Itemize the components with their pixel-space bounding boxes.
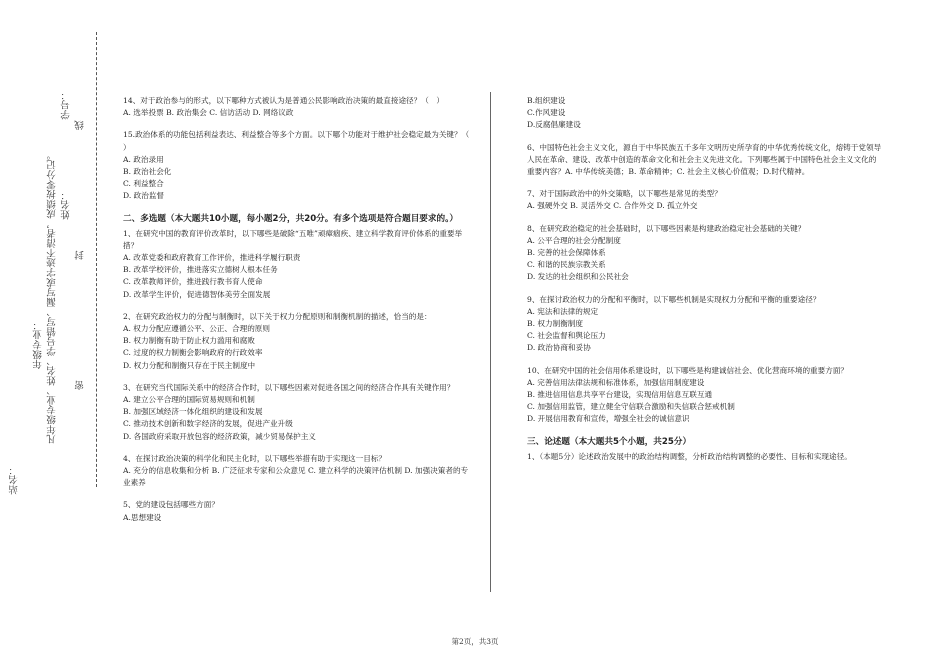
question-option: B. 权力制衡有助于防止权力滥用和腐败: [123, 336, 255, 346]
right-column: [527, 95, 882, 473]
multi-question-1: [123, 228, 473, 301]
question-option: B.组织建设: [527, 96, 566, 105]
question-option: A. 公平合理的社会分配制度: [527, 235, 621, 245]
section-3-title: 三、论述题（本大题共5个小题，共25分）: [527, 436, 692, 447]
question-15: [123, 129, 473, 202]
question-stem: 1、在研究中国的教育评价改革时，以下哪些是破除“五唯”顽瘴痼疾、建立科学教育评价体系的重要举措？: [123, 228, 463, 250]
question-option: A. 选举投票 B. 政治集会 C. 信访活动 D. 网络议政: [123, 108, 294, 118]
multi-question-9: [527, 294, 882, 355]
question-option: A. 政治录用: [123, 154, 164, 164]
multi-question-10: [527, 365, 882, 426]
seal-mi-mark: 密: [75, 380, 86, 390]
question-stem: 15.政治体系的功能包括利益表达、利益整合等多个方面。以下哪个功能对于维护社会稳定最为关键？（ ）: [123, 130, 470, 152]
question-stem: 4、在探讨政治决策的科学化和民主化时，以下哪些举措有助于实现这一目标？: [123, 453, 387, 463]
question-option: C. 和谐的民族宗教关系: [527, 260, 606, 270]
question-option: D. 政治协商和妥协: [527, 343, 591, 353]
question-stem: 3、在研究当代国际关系中的经济合作时，以下哪些因素对促进各国之间的经济合作具有关键作用？: [123, 382, 455, 392]
question-option: D. 改革学生评价，促进德智体美劳全面发展: [123, 289, 271, 299]
question-option: A. 强硬外交 B. 灵活外交 C. 合作外交 D. 孤立外交: [527, 201, 698, 211]
question-stem: 6、中国特色社会主义文化，源自于中华民族五千多年文明历史所孕育的中华优秀传统文化，熔铸于党领导人民在革命、建设、改革中创造的革命文化和社会主义先进文化。下列哪些属于中国特色社会主义文化的重要内容？A. 中华传统美德；B. 革命精神；C. 社会主义核心价值观；D.时代精神。: [527, 142, 882, 177]
multi-question-5: [123, 499, 473, 523]
question-option: A. 权力分配应遵循公平、公正、合理的原则: [123, 324, 270, 334]
question-option: B. 推进信用信息共享平台建设，实现信用信息互联互通: [527, 390, 713, 400]
question-option: B. 完善的社会保障体系: [527, 248, 606, 258]
question-option: D.反腐倡廉建设: [527, 120, 581, 130]
question-option: A. 完善信用法律法规和标准体系，加强信用制度建设: [527, 377, 705, 387]
question-option: C. 利益整合: [123, 179, 164, 189]
question-stem: 7、对于国际政治中的外交策略，以下哪些是常见的类型？: [527, 189, 722, 199]
question-option: B. 改革学校评价，推进落实立德树人根本任务: [123, 265, 278, 275]
question-option: A. 建立公平合理的国际贸易规则和机制: [123, 395, 255, 405]
seal-feng-mark: 封: [75, 250, 86, 260]
question-option: B. 权力制衡制度: [527, 319, 583, 329]
question-option: A.思想建设: [123, 512, 162, 522]
grade-label: 年级专业：: [33, 320, 44, 369]
question-option: D. 政治监督: [123, 191, 165, 201]
question-stem: 9、在探讨政治权力的分配和平衡时，以下哪些机制是实现权力分配和平衡的重要途径？: [527, 294, 821, 304]
question-option: D. 权力分配和制衡只存在于民主制度中: [123, 360, 256, 370]
multi-question-5-continued: [527, 95, 882, 132]
multi-question-6: [527, 142, 882, 179]
question-stem: 5、党的建设包括哪些方面？: [123, 500, 219, 510]
question-option: C. 推动技术创新和数字经济的发展，促进产业升级: [123, 419, 293, 429]
question-option: C. 过度的权力制衡会影响政府的行政效率: [123, 348, 263, 358]
multi-question-8: [527, 223, 882, 284]
name-label: 姓名：: [61, 190, 72, 220]
question-option: A. 改革党委和政府教育工作评价，推进科学履行职责: [123, 253, 301, 263]
binding-dash-line: [96, 32, 97, 487]
question-option: A. 宪法和法律的规定: [527, 306, 599, 316]
question-option: C. 加强信用监管，建立健全守信联合激励和失信联合惩戒机制: [527, 402, 735, 412]
seal-xian-mark: 线: [75, 120, 86, 130]
school-label: 站名：: [9, 465, 20, 495]
question-option: B. 政治社会化: [123, 167, 172, 177]
question-option: C. 改革教师评价，推进践行教书育人使命: [123, 277, 263, 287]
question-option: D. 各国政府采取开放包容的经济政策，减少贸易保护主义: [123, 431, 316, 441]
question-14: [123, 95, 473, 119]
left-column: [123, 95, 473, 534]
question-option: C. 社会监督和舆论压力: [527, 331, 606, 341]
section-2-title: 二、多选题（本大题共10小题，每小题2分，共20分。有多个选项是符合题目要求的。）: [123, 213, 458, 224]
multi-question-4: [123, 453, 473, 490]
multi-question-2: [123, 311, 473, 372]
column-divider: [490, 92, 491, 592]
question-stem: 10、在研究中国的社会信用体系建设时，以下哪些是构建诚信社会、优化营商环境的重要方面？: [527, 365, 849, 375]
question-option: B. 加强区域经济一体化组织的建设和发展: [123, 407, 263, 417]
essay-question-1: [527, 451, 882, 463]
question-option: A. 充分的信息收集和分析 B. 广泛征求专家和公众意见 C. 建立科学的决策评估机制 D. 加强决策者的专业素养: [123, 466, 469, 488]
multi-question-7: [527, 188, 882, 212]
question-option: C.作风建设: [527, 108, 566, 118]
question-stem: 14、对于政治参与的形式，以下哪种方式被认为是普通公民影响政治决策的最直接途径？（ ）: [123, 96, 445, 105]
multi-question-3: [123, 382, 473, 443]
binding-notice: 凡年级专业、姓名、学号错写、漏写或字迹不清者，成绩按零分记。: [47, 150, 58, 444]
page-number-footer: 第2页，共3页: [451, 637, 499, 646]
question-option: D. 开展信用教育和宣传，增强全社会的诚信意识: [527, 414, 690, 424]
student-id-label: 学号：: [61, 90, 72, 120]
question-stem: 2、在研究政治权力的分配与制衡时，以下关于权力分配原则和制衡机制的描述，恰当的是：: [123, 311, 432, 321]
binding-margin: [0, 0, 110, 672]
question-stem: 8、在研究政治稳定的社会基础时，以下哪些因素是构建政治稳定社会基础的关键？: [527, 223, 806, 233]
question-option: D. 发达的社会组织和公民社会: [527, 272, 629, 282]
question-stem: 1、（本题5分）论述政治发展中的政治结构调整，分析政治结构调整的必要性、目标和实现途径。: [527, 451, 852, 461]
